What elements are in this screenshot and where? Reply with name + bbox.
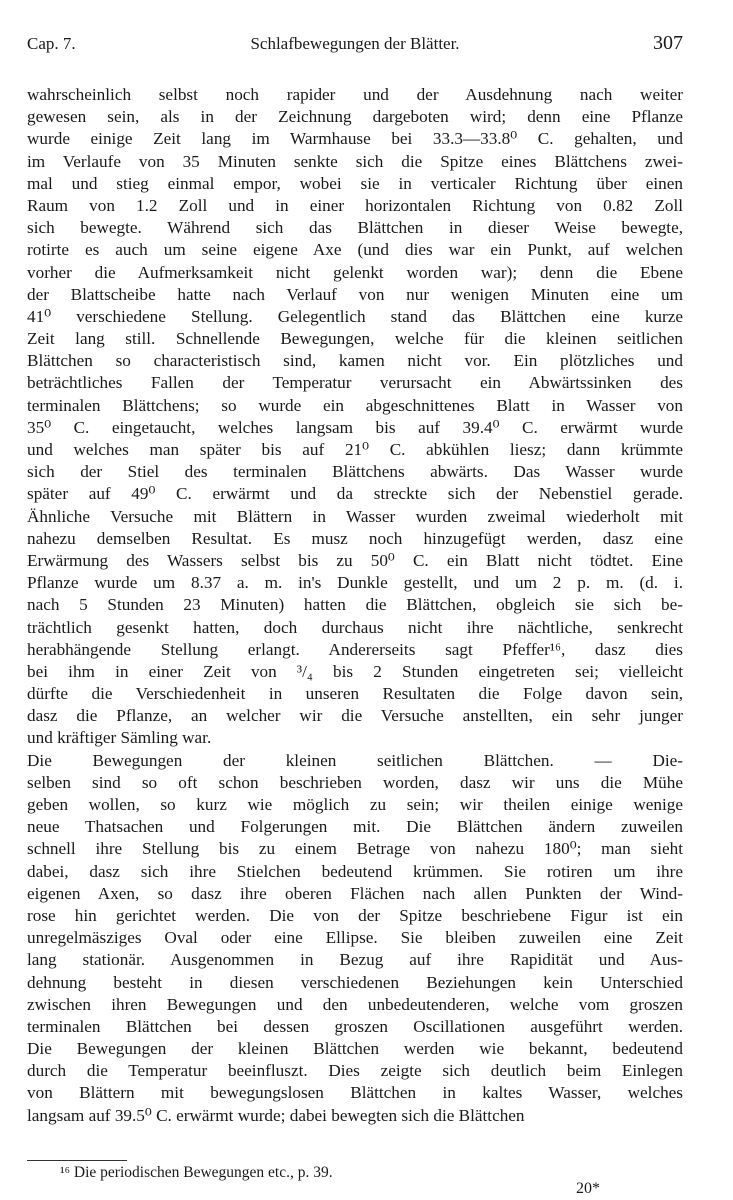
text-line: und kräftiger Sämling war. [27,728,212,748]
text-line: Blättchen so characteristisch sind, kamen nicht vor. Ein plötzliches und [27,351,683,371]
text-line: lang stationär. Ausgenommen in Bezug auf ihre Rapidität und Aus- [27,950,683,970]
text-line: der Blattscheibe hatte nach Verlauf von nur wenigen Minuten eine um [27,284,683,304]
text-line: trächtlich gesenkt hatten, doch durchaus nicht ihre nächtliche, senkrecht [27,617,683,637]
text-line: dabei, dasz sich ihre Stielchen bedeutend krümmen. Sie rotiren um ihre [27,861,683,881]
text-line: eigenen Axen, so dasz ihre oberen Flächen nach allen Punkten der Wind- [27,883,683,903]
text-line: Die Bewegungen der kleinen Blättchen werden wie bekannt, bedeutend [27,1039,683,1059]
text-line: Erwärmung des Wassers selbst bis zu 50⁰ C. ein Blatt nicht tödtet. Eine [27,550,683,570]
text-line: neue Thatsachen und Folgerungen mit. Die Blättchen ändern zuweilen [27,817,683,837]
text-line: sich der Stiel des terminalen Blättchens abwärts. Das Wasser wurde [27,462,683,482]
text-line: gewesen sein, als in der Zeichnung dargeboten wird; denn eine Pflanze [27,107,683,127]
text-line: wahrscheinlich selbst noch rapider und der Ausdehnung nach weiter [27,85,683,104]
chapter-label: Cap. 7. [27,34,76,53]
text-line: terminalen Blättchen bei dessen groszen Oscillationen ausgeführt werden. [27,1016,683,1036]
text-line: Ähnliche Versuche mit Blättern in Wasser wurden zweimal wiederholt mit [27,506,683,526]
text-line: terminalen Blättchens; so wurde ein abgeschnittenes Blatt in Wasser von [27,395,683,415]
text-line: später auf 49⁰ C. erwärmt und da streckte sich der Nebenstiel gerade. [27,484,683,504]
footnote: ¹⁶ Die periodischen Bewegungen etc., p. 39. [60,1164,333,1181]
text-line: rose hin gerichtet werden. Die von der Spitze beschriebene Figur ist ein [27,905,683,925]
text-line: bei ihm in einer Zeit von ³/₄ bis 2 Stunden eingetreten sei; vielleicht [27,661,683,681]
text-line: langsam auf 39.5⁰ C. erwärmt wurde; dabei bewegten sich die Blättchen [27,1105,525,1125]
footnote-rule [27,1160,127,1161]
text-line: 41⁰ verschiedene Stellung. Gelegentlich stand das Blättchen eine kurze [27,306,683,326]
text-line: vorher die Aufmerksamkeit nicht gelenkt worden war); denn die Ebene [27,262,683,282]
text-line: von Blättern mit bewegungslosen Blättchen in kaltes Wasser, welches [27,1083,683,1103]
text-line: zwischen ihren Bewegungen und den unbedeutenderen, welche vom groszen [27,994,683,1014]
text-line: schnell ihre Stellung bis zu einem Betrage von nahezu 180⁰; man sieht [27,839,683,859]
text-line: nahezu demselben Resultat. Es musz noch hinzugefügt werden, dasz eine [27,528,683,548]
text-line: selben sind so oft schon beschrieben worden, dasz wir uns die Mühe [27,772,683,792]
text-line: nach 5 Stunden 23 Minuten) hatten die Blättchen, obgleich sie sich be- [27,595,683,615]
signature-mark: 20* [576,1180,600,1197]
body-text [27,84,683,1127]
text-line: geben wollen, so kurz wie möglich zu sein; wir theilen einige wenige [27,795,683,814]
text-line: Zeit lang still. Schnellende Bewegungen, welche für die kleinen seitlichen [27,329,683,349]
text-line: im Verlaufe von 35 Minuten senkte sich die Spitze eines Blättchens zwei- [27,151,683,171]
text-line: dasz die Pflanze, an welcher wir die Versuche anstellten, ein sehr junger [27,706,683,726]
text-line: Raum von 1.2 Zoll und in einer horizontalen Richtung von 0.82 Zoll [27,195,683,215]
text-line: und welches man später bis auf 21⁰ C. abkühlen liesz; dann krümmte [27,440,683,459]
text-line: dürfte die Verschiedenheit in unseren Resultaten die Folge davon sein, [27,684,683,704]
text-line: Pflanze wurde um 8.37 a. m. in's Dunkle gestellt, und um 2 p. m. (d. i. [27,573,683,593]
page-header [27,34,683,60]
text-line: rotirte es auch um seine eigene Axe (und dies war ein Punkt, auf welchen [27,240,683,260]
text-line: mal und stieg einmal empor, wobei sie in verticaler Richtung über einen [27,173,683,193]
text-line: durch die Temperatur beeinfluszt. Dies zeigte sich deutlich beim Einlegen [27,1061,683,1081]
text-line: herabhängende Stellung erlangt. Andererseits sagt Pfeffer¹⁶, dasz dies [27,639,683,659]
running-title: Schlafbewegungen der Blätter. [250,34,460,53]
page-number: 307 [653,32,683,54]
text-line: sich bewegte. Während sich das Blättchen in dieser Weise bewegte, [27,218,683,238]
text-line: 35⁰ C. eingetaucht, welches langsam bis auf 39.4⁰ C. erwärmt wurde [27,417,683,437]
text-line: beträchtliches Fallen der Temperatur verursacht ein Abwärtssinken des [27,373,683,393]
text-line: wurde einige Zeit lang im Warmhause bei 33.3—33.8⁰ C. gehalten, und [27,129,683,149]
text-line: Die Bewegungen der kleinen seitlichen Blättchen. — Die- [27,750,683,770]
text-line: unregelmäsziges Oval oder eine Ellipse. Sie bleiben zuweilen eine Zeit [27,928,683,948]
text-line: dehnung besteht in diesen verschiedenen Beziehungen kein Unterschied [27,972,683,992]
